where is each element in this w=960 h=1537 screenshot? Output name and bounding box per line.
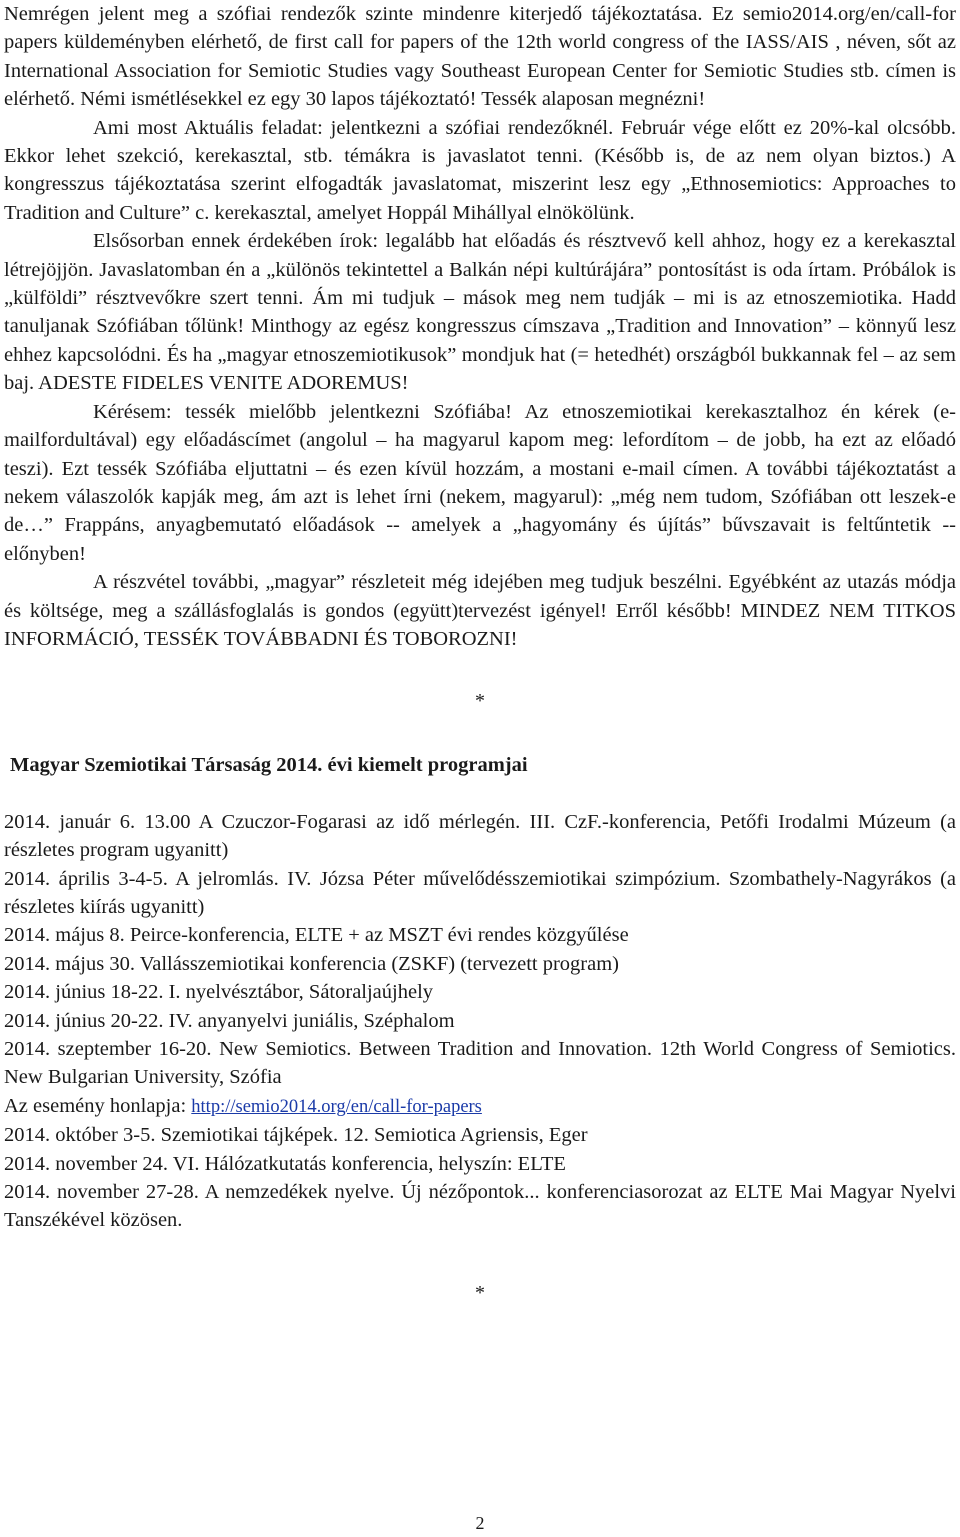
section-separator: * — [475, 690, 485, 713]
homepage-line — [4, 1092, 956, 1121]
programme-item: 2014. június 18-22. I. nyelvésztábor, Sátoraljaújhely — [4, 981, 434, 1004]
closing-separator: * — [475, 1281, 485, 1304]
page-number: 2 — [475, 1513, 485, 1533]
programme-item: 2014. január 6. 13.00 A Czuczor-Fogarasi az idő mérlegén. III. CzF.-konferencia, Petőfi Irodalmi Múzeum (a részletes program ugyanitt) — [4, 810, 956, 862]
programme-item: 2014. november 27-28. A nemzedékek nyelve. Új nézőpontok... konferenciasorozat az ELTE Mai Magyar Nyelvi Tanszékével közösen. — [4, 1181, 956, 1232]
programme-item: 2014. november 24. VI. Hálózatkutatás konferencia, helyszín: ELTE — [4, 1152, 566, 1175]
homepage-link[interactable]: http://semio2014.org/en/call-for-papers — [191, 1096, 482, 1117]
section-title: Magyar Szemiotikai Társaság 2014. évi kiemelt programjai — [10, 754, 528, 777]
programme-item: 2014. május 30. Vallásszemiotikai konferencia (ZSKF) (tervezett program) — [4, 952, 620, 975]
document-page — [4, 0, 956, 1307]
paragraph-current-task: Ami most Aktuális feladat: jelentkezni a szófiai rendezőknél. Február vége előtt ez 20%-kal olcsóbb. Ekkor lehet szekció, kerekasztal, stb. témákra is javaslatot tenni. (Később is, de az nem olyan biztos.) A kongresszus tájékoztatása szerint elfogadták javaslatomat, miszerint lesz egy „Ethnosemiotics: Approaches to Tradition and Culture” c. kerekasztal, amelyet Hoppál Mihállyal elnökölünk. — [4, 116, 956, 224]
programme-item: 2014. május 8. Peirce-konferencia, ELTE + az MSZT évi rendes közgyűlése — [4, 924, 629, 947]
paragraph-request: Kérésem: tessék mielőbb jelentkezni Szófiába! Az etnoszemiotikai kerekasztalhoz én kérek (e-mailfordultával) egy előadáscímet (angolul – ha magyarul kapom meg: lefordítom – de jobb, ha ezt az előadó teszi). Ezt tessék Szófiába eljuttatni – és ezen kívül hozzám, a mostani e-mail címen. A további tájékoztatást a nekem válaszolók kapják meg, ám azt is lehet írni (nekem, magyarul): „még nem tudom, Szófiában ott leszek-e de…” Frappáns, anyagbemutató előadások -- amelyek a „hagyomány és újítás” bűvszavait is feltűntetik -- előnyben! — [4, 400, 956, 565]
homepage-label: Az esemény honlapja: — [4, 1094, 192, 1117]
programme-item: 2014. április 3-4-5. A jelromlás. IV. Józsa Péter művelődésszemiotikai szimpózium. Szombathely-Nagyrákos (a részletes kiírás ugyanitt) — [4, 867, 956, 918]
paragraph-participation: A részvétel további, „magyar” részleteit még idejében meg tudjuk beszélni. Egyébként az utazás módja és költsége, meg a szállásfoglalás is gondos (együtt)tervezést igényel! Erről később! MINDEZ NEM TITKOS INFORMÁCIÓ, TESSÉK TOVÁBBADNI ÉS TOBOROZNI! — [4, 571, 956, 650]
paragraph-roundtable: Elsősorban ennek érdekében írok: legalább hat előadás és résztvevő kell ahhoz, hogy ez a kerekasztal létrejöjjön. Javaslatomban én a „különös tekintettel a Balkán népi kultúrájára” pontosítást is oda írtam. Próbálok is „külföldi” résztvevőkre szert tenni. Ám mi tudjuk – mások meg nem tudják – mi is az etnoszemiotika. Hadd tanuljanak Szófiában tőlünk! Minthogy az egész kongresszus címszava „Tradition and Innovation” – könnyű lesz ehhez kapcsolódni. És ha „magyar etnoszemiotikusok” mondjuk hat (= hetedhét) országból bukkannak fel – az sem baj. ADESTE FIDELES VENITE ADOREMUS! — [4, 230, 956, 395]
paragraph-intro: Nemrégen jelent meg a szófiai rendezők szinte mindenre kiterjedő tájékoztatása. Ez semio2014.org/en/call-for papers küldeményben elérhető, de first call for papers of the 12th world congress of the IASS/AIS , néven, sőt az International Association for Semiotic Studies vagy Southeast European Center for Semiotic Studies stb. címen is elérhető. Némi ismétlésekkel ez egy 30 lapos tájékoztató! Tessék alaposan megnézni! — [4, 3, 956, 111]
programme-item: 2014. szeptember 16-20. New Semiotics. Between Tradition and Innovation. 12th World Congress of Semiotics. New Bulgarian University, Szófia — [4, 1038, 956, 1089]
programme-item: 2014. június 20-22. IV. anyanyelvi juniális, Széphalom — [4, 1009, 455, 1032]
programme-list — [4, 808, 956, 1235]
programme-item: 2014. október 3-5. Szemiotikai tájképek. 12. Semiotica Agriensis, Eger — [4, 1124, 588, 1147]
